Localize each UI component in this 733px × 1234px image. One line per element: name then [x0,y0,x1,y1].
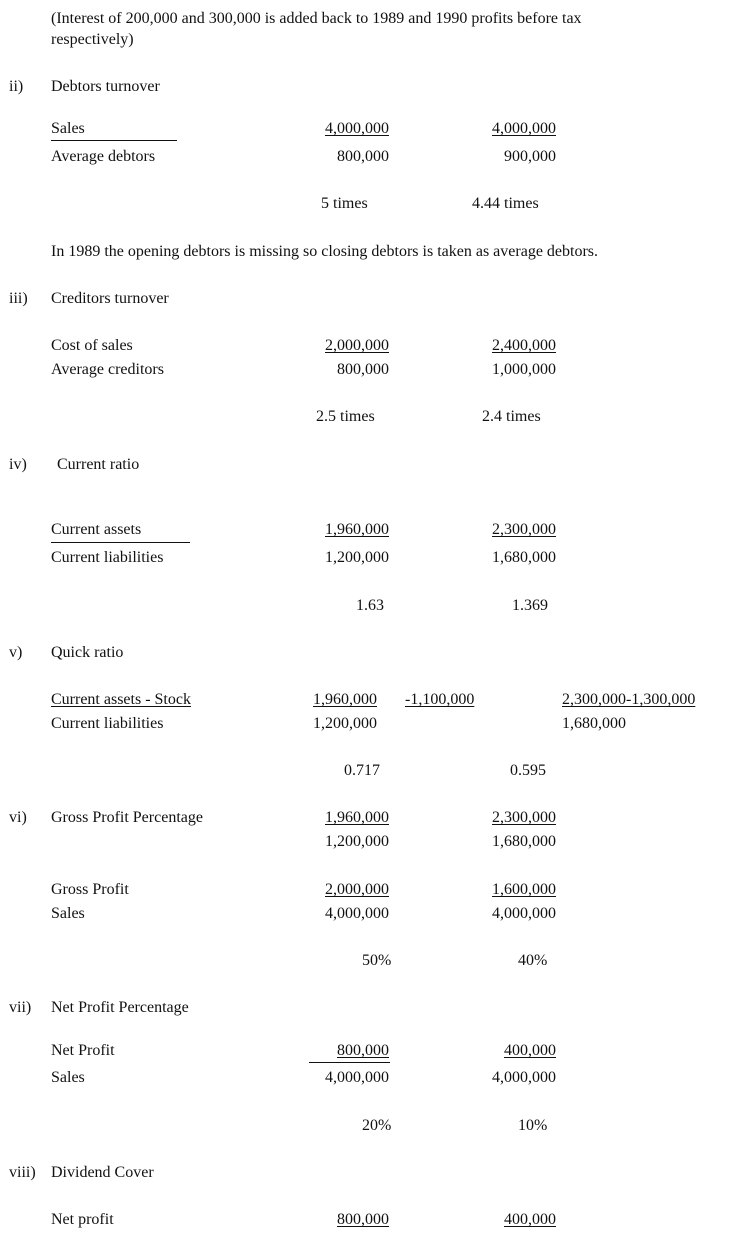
y2-denominator: 1,680,000 [492,549,556,566]
y2-numerator: 2,300,000-1,300,000 [562,691,696,708]
y2-numerator-alt: 2,300,000 [492,809,556,826]
y2-numerator: 2,300,000 [492,521,556,538]
denominator-label: Sales [51,905,85,922]
denominator-label: Current liabilities [51,549,164,566]
y1-denominator: 800,000 [337,361,389,378]
denominator-label: Average creditors [51,361,164,378]
numerator-label: Net Profit [51,1042,115,1059]
y1-denominator: 4,000,000 [325,1069,389,1086]
y1-numerator: 1,960,000 [313,691,377,708]
fraction-rule [51,140,177,141]
y2-numerator: 4,000,000 [492,120,556,137]
y2-numerator: 400,000 [504,1211,556,1228]
numerator-label: Current assets [51,521,142,538]
numerator-label: Gross Profit [51,881,129,898]
y2-numerator: 400,000 [504,1042,556,1059]
section-title-current-ratio: Current ratio [57,456,140,473]
fraction-rule [309,1062,390,1063]
y2-result: 10% [518,1117,548,1134]
section-title-gross-profit: Gross Profit Percentage [51,809,203,826]
y2-denominator-alt: 1,680,000 [492,833,556,850]
section-title-net-profit: Net Profit Percentage [51,999,189,1016]
section-title-creditors: Creditors turnover [51,290,169,307]
y2-denominator: 900,000 [504,148,556,165]
y1-numerator: 2,000,000 [325,337,389,354]
y1-numerator: 4,000,000 [325,120,389,137]
section-number: v) [9,644,23,661]
y2-numerator: 1,600,000 [492,881,556,898]
y1-numerator-alt: 1,960,000 [325,809,389,826]
section-number: ii) [9,78,24,95]
denominator-label: Sales [51,1069,85,1086]
numerator-label: Sales [51,120,85,137]
y2-denominator: 4,000,000 [492,905,556,922]
section-number: vi) [9,809,27,826]
y2-result: 40% [518,952,548,969]
y2-denominator: 1,680,000 [562,715,626,732]
y1-result: 5 times [321,195,368,212]
y1-numerator: 1,960,000 [325,521,389,538]
y1-result: 20% [362,1117,392,1134]
numerator-label: Cost of sales [51,337,133,354]
denominator-label: Average debtors [51,148,156,165]
y1-denominator: 4,000,000 [325,905,389,922]
y1-denominator: 1,200,000 [325,549,389,566]
y1-result: 50% [362,952,392,969]
y1-result: 1.63 [356,597,384,614]
y1-result: 2.5 times [316,408,375,425]
y1-numerator: 800,000 [337,1042,389,1059]
section-number: iv) [9,456,27,473]
y2-denominator: 1,000,000 [492,361,556,378]
y1-result: 0.717 [344,762,380,779]
fraction-rule [51,542,190,543]
section-title-quick-ratio: Quick ratio [51,644,124,661]
section-number: iii) [9,290,28,307]
debtors-note: In 1989 the opening debtors is missing so closing debtors is taken as average debtors. [51,243,599,260]
y2-result: 2.4 times [482,408,541,425]
numerator-label: Net profit [51,1211,114,1228]
y1-numerator: 2,000,000 [325,881,389,898]
intro-line-2: respectively) [51,31,134,48]
section-title-debtors: Debtors turnover [51,78,160,95]
y2-result: 0.595 [510,762,546,779]
y1-denominator: 1,200,000 [313,715,377,732]
section-number: vii) [9,999,32,1016]
y2-numerator: 2,400,000 [492,337,556,354]
section-number: viii) [9,1164,36,1181]
numerator-label: Current assets - Stock [51,691,191,708]
section-title-dividend-cover: Dividend Cover [51,1164,154,1181]
y1-numerator-stock: -1,100,000 [405,691,475,708]
y1-denominator-alt: 1,200,000 [325,833,389,850]
intro-line-1: (Interest of 200,000 and 300,000 is added back to 1989 and 1990 profits before tax [51,10,582,27]
y2-result: 1.369 [512,597,548,614]
y2-result: 4.44 times [472,195,539,212]
y1-numerator: 800,000 [337,1211,389,1228]
y2-denominator: 4,000,000 [492,1069,556,1086]
y1-denominator: 800,000 [337,148,389,165]
denominator-label: Current liabilities [51,715,164,732]
